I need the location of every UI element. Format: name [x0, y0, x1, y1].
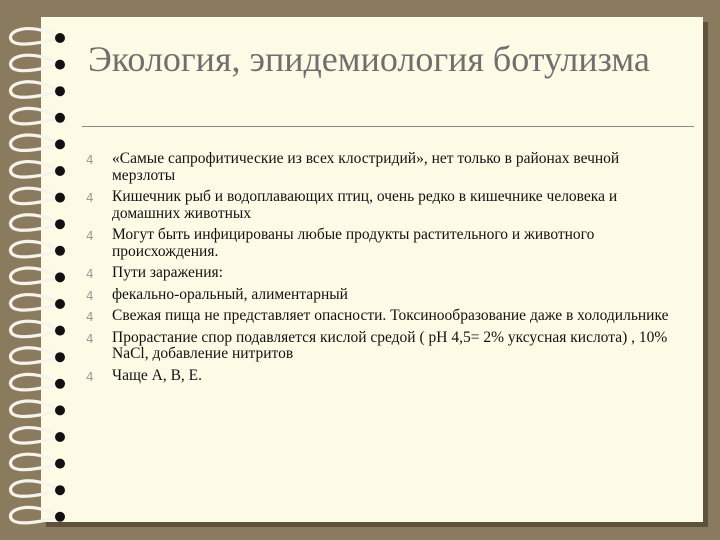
spiral-ring — [11, 241, 58, 256]
bullet-marker-icon: 4 — [86, 191, 94, 205]
bullet-marker-icon: 4 — [86, 153, 94, 167]
binding-hole — [55, 219, 65, 229]
bullet-text: Могут быть инфицированы любые продукты растительного и животного происхождения. — [112, 226, 595, 260]
spiral-ring — [11, 135, 58, 150]
binding-hole — [55, 193, 65, 203]
bullet-text: Свежая пища не представляет опасности. Токсинообразование даже в холодильнике — [112, 307, 669, 324]
spiral-ring — [11, 348, 58, 363]
spiral-ring — [11, 29, 58, 44]
spiral-ring — [11, 108, 58, 123]
bullet-item — [86, 308, 686, 325]
spiral-ring — [11, 481, 58, 496]
binding-hole — [55, 432, 65, 442]
binding-hole — [55, 379, 65, 389]
binding-hole — [55, 326, 65, 336]
binding-hole — [55, 86, 65, 96]
spiral-ring — [11, 162, 58, 177]
binding-hole — [55, 459, 65, 469]
spiral-ring — [11, 82, 58, 97]
binding-hole — [55, 512, 65, 522]
bullet-marker-icon: 4 — [86, 267, 94, 281]
bullet-item — [86, 330, 686, 363]
bullet-text: Пути заражения: — [112, 264, 223, 281]
binding-hole — [55, 139, 65, 149]
binding-hole — [55, 272, 65, 282]
binding-hole — [55, 485, 65, 495]
spiral-ring — [11, 188, 58, 203]
spiral-binding — [0, 0, 80, 540]
bullet-text: Чаще А, В, Е. — [112, 366, 203, 384]
bullet-item — [86, 368, 686, 385]
binding-hole — [55, 113, 65, 123]
bullet-item — [86, 189, 686, 222]
bullet-item — [86, 287, 686, 304]
bullet-item — [86, 265, 686, 282]
binding-hole — [55, 405, 65, 415]
binding-hole — [55, 299, 65, 309]
bullet-marker-icon: 4 — [86, 310, 94, 324]
bullet-marker-icon: 4 — [86, 288, 94, 303]
spiral-ring — [11, 507, 58, 522]
spiral-ring — [11, 295, 58, 310]
spiral-ring — [11, 428, 58, 443]
binding-hole — [55, 60, 65, 70]
spiral-ring — [11, 55, 58, 70]
binding-hole — [55, 352, 65, 362]
slide-title: Экология, эпидемиология ботулизма — [88, 39, 650, 79]
bullet-text: Прорастание спор подавляется кислой средой ( рН 4,5= 2% уксусная кислота) , 10% NaCl, добавление нитритов — [112, 328, 668, 362]
binding-hole — [55, 166, 65, 176]
spiral-ring — [11, 215, 58, 230]
bullet-text: «Самые сапрофитические из всех клостридий», нет только в районах вечной мерзлоты — [112, 150, 620, 184]
binding-hole — [55, 33, 65, 43]
spiral-ring — [11, 268, 58, 283]
bullet-marker-icon: 4 — [86, 331, 94, 346]
bullet-marker-icon: 4 — [86, 369, 94, 384]
bullet-item — [86, 227, 686, 260]
bullet-item — [86, 151, 686, 184]
bullet-marker-icon: 4 — [86, 229, 94, 243]
spiral-ring — [11, 454, 58, 469]
bullet-list — [86, 151, 686, 389]
binding-hole — [55, 246, 65, 256]
spiral-ring — [11, 374, 58, 389]
bullet-text: Кишечник рыб и водоплавающих птиц, очень редко в кишечнике человека и домашних животных — [112, 188, 618, 222]
spiral-ring — [11, 321, 58, 336]
spiral-ring — [11, 401, 58, 416]
bullet-text: фекально-оральный, алиментарный — [112, 285, 348, 303]
title-divider — [82, 126, 694, 127]
